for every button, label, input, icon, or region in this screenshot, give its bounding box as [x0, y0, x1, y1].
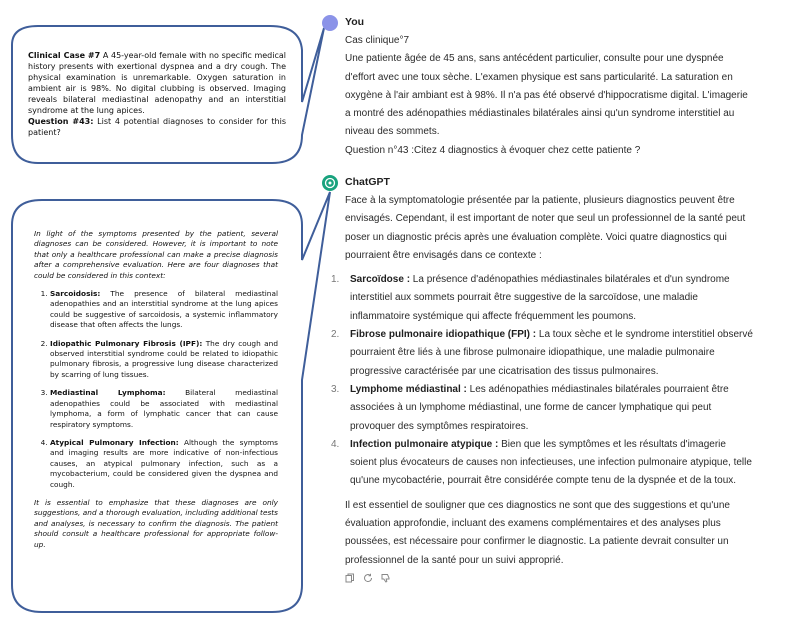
assistant-list-item: 4. Infection pulmonaire atypique : Bien que les symptômes et les résultats d'imagerie soient plus évocateurs de causes non infectieuses, une infection pulmonaire atypique, telle qu'une mycobactérie, pourrait être considérée compte tenu de la dyspnée et de la toux. [331, 438, 752, 487]
user-line-title: Cas clinique°7 [345, 35, 410, 46]
case-text: A 45-year-old female with no specific medical history presents with exertional dyspnea and a dry cough. The physical examination is unremarkable. Oxygen saturation in ambient air is 98%. No digital clubbing is observed. Imaging reveals bilateral mediastinal adenopathy and an interstitial syndrome at the lung apices. [28, 51, 287, 115]
answer-translation [34, 229, 278, 550]
user-message-body [345, 32, 755, 160]
message-actions [345, 572, 755, 582]
answer-item: 3. Mediastinal Lymphoma: Bilateral mediastinal adenopathies could be associated with mediastinal lymphoma, a form of lymphatic cancer that can cause respiratory symptoms. [50, 388, 278, 430]
regenerate-icon[interactable] [363, 572, 373, 582]
answer-list [34, 289, 278, 490]
case-translation [28, 50, 286, 138]
answer-item: 1. Sarcoidosis: The presence of bilateral mediastinal adenopathies and an interstitial syndrome at the lung apices could be suggestive of sarcoidosis, a systemic inflammatory disease that often affects the lungs. [50, 289, 278, 331]
assistant-intro: Face à la symptomatologie présentée par la patiente, plusieurs diagnostics peuvent être envisagés. Cependant, il est important de noter que seul un professionnel de la santé peut poser un diagnostic précis après une évaluation complète. Voici quatre diagnostics qui pourraient être envisagés dans ce contexte : [345, 195, 746, 261]
copy-icon[interactable] [345, 572, 355, 582]
question-label: Question #43: [28, 117, 94, 126]
assistant-outro: Il est essentiel de souligner que ces diagnostics ne sont que des suggestions et qu'une évaluation approfondie, incluant des examens complémentaires et des analyses plus poussées, est nécessaire pour confirmer le diagnostic. La patiente devrait consulter un professionnel de la santé pour un suivi approprié. [345, 499, 730, 566]
question-text: List 4 potential diagnoses to consider for this patient? [28, 117, 286, 137]
answer-item: 2. Idiopathic Pulmonary Fibrosis (IPF): The dry cough and observed interstitial syndrome could be related to idiopathic pulmonary fibrosis, a progressive lung disease characterized by scarring of lung tissues. [50, 339, 278, 381]
chatgpt-logo-icon [322, 175, 338, 191]
answer-outro: It is essential to emphasize that these diagnoses are only suggestions, and a thorough evaluation, including additional tests and analyses, is necessary to confirm the diagnosis. The patient should consult a healthcare professional for appropriate follow-up. [34, 497, 278, 549]
answer-intro: In light of the symptoms presented by the patient, several diagnoses can be considered. However, it is important to note that only a healthcare professional can make a precise diagnosis after a comprehensive evaluation. Here are four diagnoses that could be considered in this context: [34, 229, 278, 280]
thumbs-down-icon[interactable] [381, 572, 391, 582]
assistant-list-item: 3. Lymphome médiastinal : Les adénopathies médiastinales bilatérales pourraient être associées à un lymphome médiastinal, une forme de cancer lymphatique qui peut provoquer des symptômes respiratoires. [331, 383, 729, 432]
answer-item: 4. Atypical Pulmonary Infection: Although the symptoms and imaging results are more indicative of non-infectious causes, an atypical pulmonary infection, such as a mycobacterium, could be considered given the dyspnea and cough. [50, 438, 278, 490]
assistant-list-item: 2. Fibrose pulmonaire idiopathique (FPI) : La toux sèche et le syndrome interstitiel observé pourraient être liés à une fibrose pulmonaire idiopathique, une maladie pulmonaire progressive caractérisée par une cicatrisation des tissus pulmonaires. [331, 329, 753, 377]
assistant-message-body [331, 192, 755, 582]
user-line-question: Question n°43 :Citez 4 diagnostics à évoquer chez cette patiente ? [345, 144, 641, 156]
user-author: You [345, 16, 365, 28]
user-avatar [322, 15, 338, 31]
assistant-list-item: 1. Sarcoïdose : La présence d'adénopathies médiastinales bilatérales et d'un syndrome interstitiel aux sommets pourrait être suggestive de la sarcoïdose, une maladie inflammatoire systémique qui affecte fréquemment les poumons. [331, 274, 730, 322]
user-line-case: Une patiente âgée de 45 ans, sans antécédent particulier, consulte pour une dyspnée d'effort avec une toux sèche. L'examen physique est sans particularité. La saturation en oxygène à l'air ambiant est à 98%. Il n'a pas été observé d'hippocratisme digital. L'imagerie a montré des adénopathies médiastinales bilatérales ainsi qu'un syndrome interstitiel au niveau des sommets. [345, 53, 748, 138]
assistant-author: ChatGPT [345, 176, 390, 188]
case-label: Clinical Case #7 [28, 51, 101, 60]
assistant-list [331, 271, 755, 491]
